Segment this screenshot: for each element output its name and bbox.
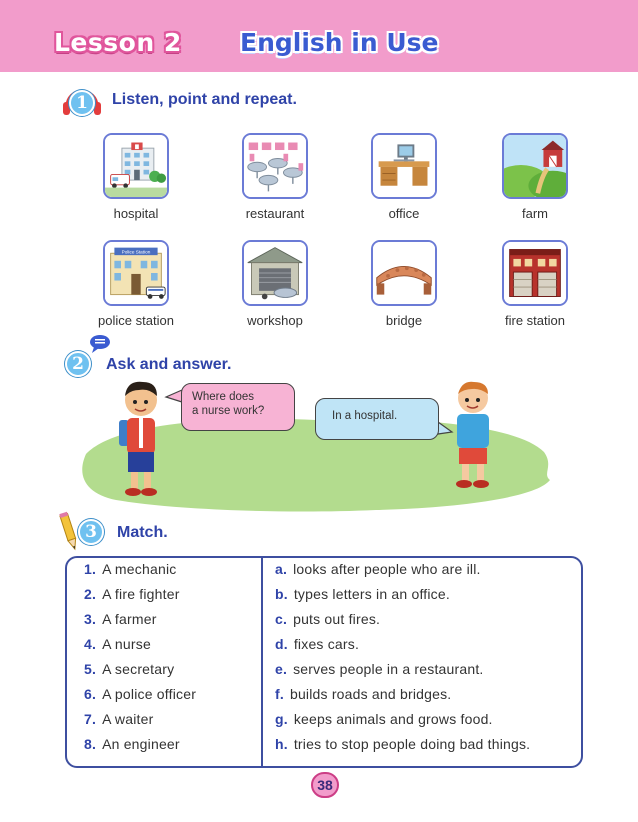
place-label-restaurant: restaurant xyxy=(245,206,305,221)
match-right-letter: c. xyxy=(275,611,288,627)
section-3-number: 3 xyxy=(78,519,104,545)
match-left-text: A waiter xyxy=(102,711,154,727)
match-left-number: 6. xyxy=(84,686,97,702)
match-left-item xyxy=(84,661,174,677)
place-label-workshop: workshop xyxy=(247,313,303,328)
match-right-item xyxy=(275,711,493,727)
match-left-number: 2. xyxy=(84,586,97,602)
match-right-text: tries to stop people doing bad things. xyxy=(293,736,531,752)
match-right-text: puts out fires. xyxy=(293,611,381,627)
match-left-item xyxy=(84,561,176,577)
match-right-text: keeps animals and grows food. xyxy=(293,711,493,727)
section-1-number: 1 xyxy=(69,90,95,116)
section-2-title: Ask and answer. xyxy=(106,356,232,373)
match-left-item xyxy=(84,611,157,627)
match-right-letter: d. xyxy=(275,636,288,652)
lesson-label: Lesson 2 xyxy=(54,28,182,57)
section-1-title: Listen, point and repeat. xyxy=(112,91,297,108)
office-picture xyxy=(371,133,437,199)
match-right-text: types letters in an office. xyxy=(293,586,450,602)
question-text: Where does a nurse work? xyxy=(192,391,265,417)
match-right-text: serves people in a restaurant. xyxy=(293,661,484,677)
match-left-text: A secretary xyxy=(102,661,175,677)
place-label-bridge: bridge xyxy=(385,313,423,328)
match-right-item xyxy=(275,636,359,652)
page-number: 38 xyxy=(311,772,339,798)
match-left-item xyxy=(84,711,153,727)
match-right-item xyxy=(275,686,451,702)
police-sign-text: Police Station xyxy=(121,249,151,255)
farm-picture xyxy=(502,133,568,199)
answer-text: In a hospital. xyxy=(332,410,398,422)
match-right-item xyxy=(275,661,484,677)
match-right-item xyxy=(275,611,380,627)
match-left-item xyxy=(84,586,180,602)
match-divider xyxy=(261,556,263,768)
match-left-number: 8. xyxy=(84,736,97,752)
match-right-item xyxy=(275,561,481,577)
match-right-item xyxy=(275,586,450,602)
place-label-farm: farm xyxy=(522,206,548,221)
match-left-number: 1. xyxy=(84,561,97,577)
question-bubble xyxy=(181,383,295,431)
match-right-item xyxy=(275,736,530,752)
match-right-letter: g. xyxy=(275,711,288,727)
speech-bubble-icon xyxy=(88,334,112,354)
boy-answering xyxy=(448,376,498,496)
unit-title: English in Use xyxy=(240,28,439,57)
match-right-letter: f. xyxy=(275,686,284,702)
police-station-picture xyxy=(103,240,169,306)
match-left-text: An engineer xyxy=(102,736,180,752)
place-label-office: office xyxy=(388,206,420,221)
section-2-number: 2 xyxy=(65,351,91,377)
match-left-number: 3. xyxy=(84,611,97,627)
match-left-number: 4. xyxy=(84,636,97,652)
match-left-text: A mechanic xyxy=(102,561,177,577)
match-left-text: A farmer xyxy=(102,611,157,627)
match-right-letter: b. xyxy=(275,586,288,602)
hospital-picture xyxy=(103,133,169,199)
match-right-letter: a. xyxy=(275,561,288,577)
bridge-picture xyxy=(371,240,437,306)
match-left-number: 7. xyxy=(84,711,97,727)
fire-station-picture xyxy=(502,240,568,306)
place-label-police-station: police station xyxy=(98,313,174,328)
workshop-picture xyxy=(242,240,308,306)
match-right-letter: e. xyxy=(275,661,288,677)
boy-asking xyxy=(115,378,167,502)
match-left-text: A fire fighter xyxy=(102,586,180,602)
answer-bubble xyxy=(315,398,439,440)
match-left-item xyxy=(84,736,180,752)
section-3-title: Match. xyxy=(117,524,168,541)
place-label-fire-station: fire station xyxy=(505,313,565,328)
place-label-hospital: hospital xyxy=(113,206,159,221)
restaurant-picture xyxy=(242,133,308,199)
match-left-text: A police officer xyxy=(102,686,197,702)
match-right-text: looks after people who are ill. xyxy=(293,561,481,577)
match-left-item xyxy=(84,636,151,652)
page-header xyxy=(0,0,638,72)
match-right-letter: h. xyxy=(275,736,288,752)
match-left-text: A nurse xyxy=(102,636,151,652)
match-right-text: builds roads and bridges. xyxy=(289,686,452,702)
pencil-icon xyxy=(58,510,80,552)
match-right-text: fixes cars. xyxy=(293,636,360,652)
match-left-item xyxy=(84,686,196,702)
match-left-number: 5. xyxy=(84,661,97,677)
